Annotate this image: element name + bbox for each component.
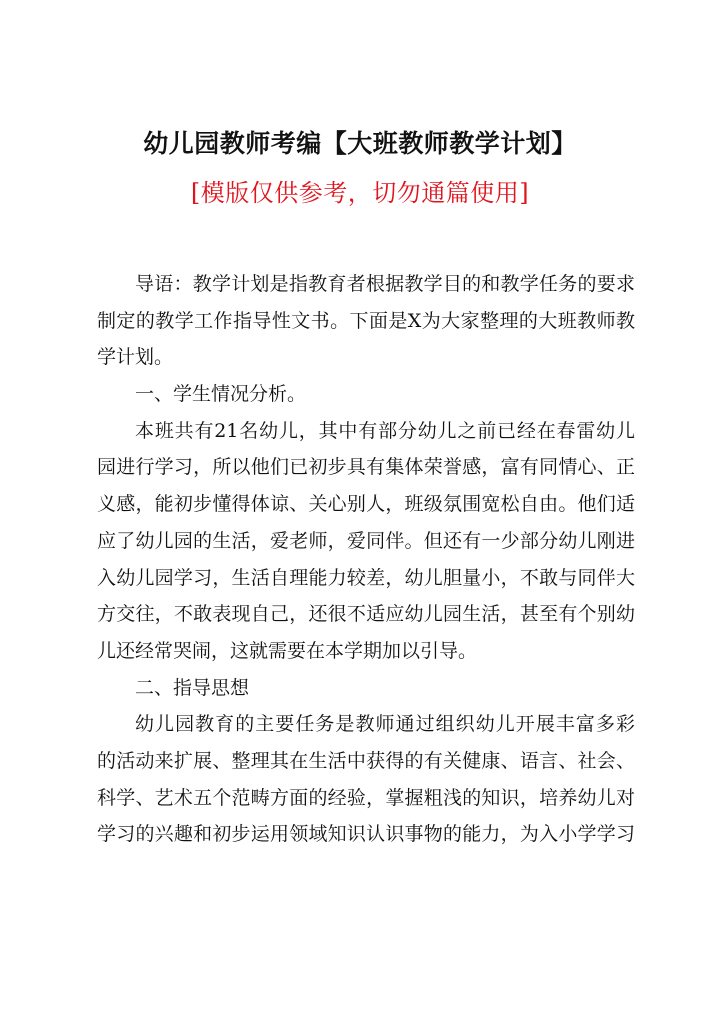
paragraph-line: 本班共有21名幼儿，其中有部分幼儿之前已经在春雷幼儿 bbox=[135, 419, 635, 442]
paragraph-line: 制定的教学工作指导性文书。下面是X为大家整理的大班教师教 bbox=[97, 309, 635, 332]
document-body bbox=[97, 266, 635, 853]
paragraph-line: 入幼儿园学习，生活自理能力较差，幼儿胆量小，不敢与同伴大 bbox=[97, 566, 635, 589]
paragraph-line: 园进行学习，所以他们已初步具有集体荣誉感，富有同情心、正 bbox=[97, 456, 635, 479]
paragraph-line: 幼儿园教育的主要任务是教师通过组织幼儿开展丰富多彩 bbox=[135, 713, 635, 736]
document-title: 幼儿园教师考编【大班教师教学计划】 bbox=[143, 129, 577, 158]
paragraph-line: 儿还经常哭闹，这就需要在本学期加以引导。 bbox=[97, 639, 478, 662]
paragraph-line: 科学、艺术五个范畴方面的经验，掌握粗浅的知识，培养幼儿对 bbox=[97, 786, 635, 809]
paragraph-line: 导语：教学计划是指教育者根据教学目的和教学任务的要求 bbox=[135, 273, 635, 295]
paragraph-line: 应了幼儿园的生活，爱老师，爱同伴。但还有一少部分幼儿刚进 bbox=[97, 529, 635, 552]
paragraph-line: 学习的兴趣和初步运用领域知识认识事物的能力，为入小学学习 bbox=[97, 823, 635, 846]
template-disclaimer: [模版仅供参考，切勿通篇使用] bbox=[190, 179, 530, 207]
paragraph-line: 学计划。 bbox=[97, 346, 174, 369]
paragraph-line: 一、学生情况分析。 bbox=[135, 383, 307, 406]
paragraph-line: 的活动来扩展、整理其在生活中获得的有关健康、语言、社会、 bbox=[97, 749, 635, 772]
paragraph-line: 二、指导思想 bbox=[135, 676, 250, 699]
paragraph-line: 义感，能初步懂得体谅、关心别人，班级氛围宽松自由。他们适 bbox=[97, 493, 635, 516]
paragraph-line: 方交往，不敢表现自己，还很不适应幼儿园生活，甚至有个别幼 bbox=[97, 603, 635, 626]
